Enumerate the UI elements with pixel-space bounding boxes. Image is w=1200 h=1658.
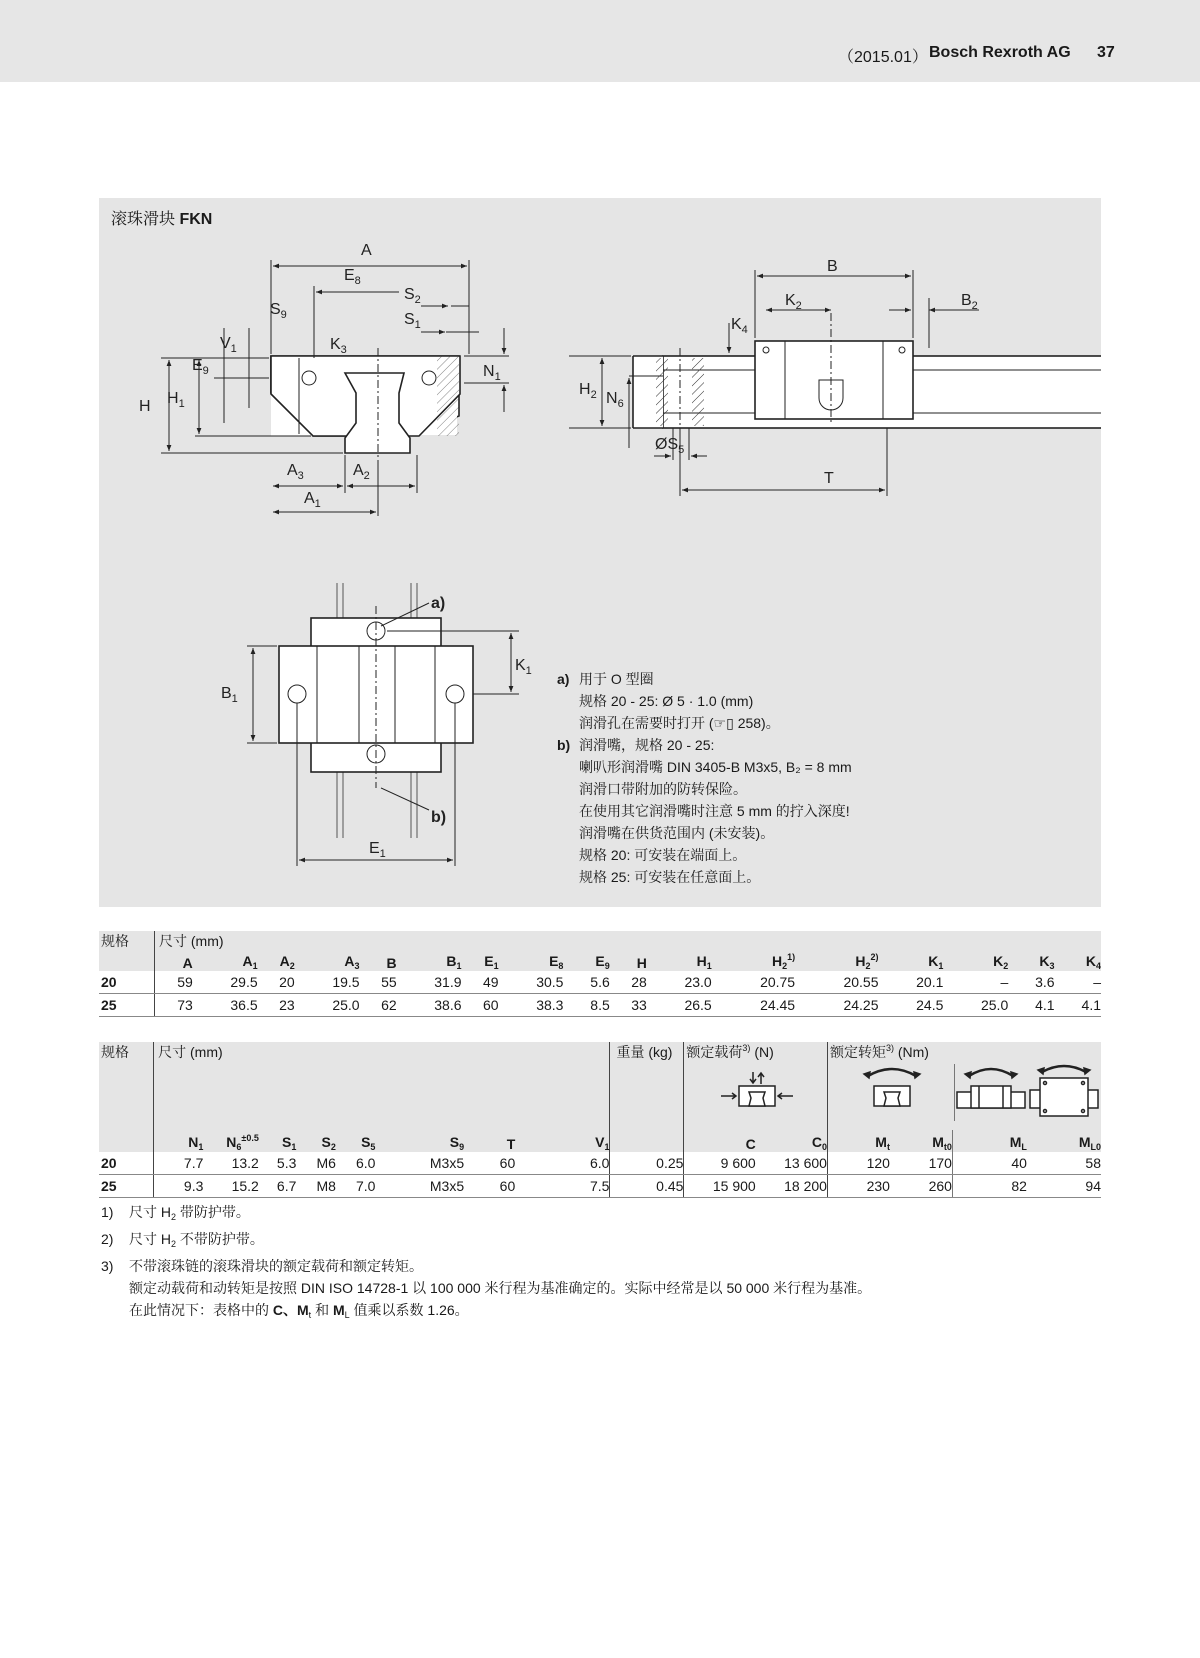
table-cell: 49 (462, 971, 499, 994)
load-direction-icon (686, 1070, 827, 1117)
table-cell: – (943, 971, 1008, 994)
table-cell: 4.1 (1008, 994, 1054, 1017)
svg-text:K2: $K_2$ (785, 292, 802, 312)
table-cell: 0.25 (610, 1152, 684, 1175)
table-cell: M6 (296, 1152, 336, 1175)
table-cell: 25.0 (295, 994, 360, 1017)
top-view (221, 583, 532, 866)
column-header: $S_9$ (375, 1130, 464, 1152)
table-cell: M8 (296, 1175, 336, 1198)
dimensions-table-1 (99, 931, 1101, 1017)
table-cell: 7.7 (154, 1152, 204, 1175)
table-cell: 15 900 (684, 1175, 756, 1198)
pitch-moment-icon (955, 1064, 1027, 1118)
table-cell: 24.25 (795, 994, 878, 1017)
table-cell: 19.5 (295, 971, 360, 994)
table-cell: 25.0 (943, 994, 1008, 1017)
table-cell: 36.5 (193, 994, 258, 1017)
column-header: $K_3$ (1008, 951, 1054, 971)
dimension-header: 尺寸 (mm) (154, 1042, 610, 1130)
svg-text:T: T (824, 470, 834, 487)
table-cell: 3.6 (1008, 971, 1054, 994)
table-cell: 20 (258, 971, 295, 994)
svg-text:N6: $N_6$ (606, 390, 624, 410)
table-row (99, 1175, 1101, 1198)
table-cell: M3x5 (375, 1152, 464, 1175)
column-header: $N_6^{\pm 0.5}$ (203, 1130, 258, 1152)
column-header: $N_1$ (154, 1130, 204, 1152)
size-header: 规格 (99, 931, 155, 971)
column-header: $H_1$ (647, 951, 712, 971)
footnotes: 1) 尺寸 $H_2$ 带防护带。 2) 尺寸 $H_2$ 不带防护带。 3) 不带滚珠链的滚珠滑块的额定载荷和额定转矩。 额定动载荷和动转矩是按照 DIN ISO 14728-1 以 100 000 米行程为基准确定的。实际中经常是以 50 000 米行程为基准。 在此情况下：表格中的 C、$M_t$ 和 $M_L$ 值乘以系数 1.26。 (101, 1201, 871, 1326)
table-cell: 20 (99, 1152, 154, 1175)
table-cell: 73 (155, 994, 193, 1017)
edition-date: （2015.01） (838, 49, 928, 66)
column-header: $E_1$ (462, 951, 499, 971)
svg-text:K1: $K_1$ (515, 657, 532, 677)
column-header: A (155, 951, 193, 971)
column-header: $M_{L0}$ (1027, 1130, 1101, 1152)
drawing-notes: a) 用于 O 型圈 规格 20 - 25: Ø 5 · 1.0 (mm) 润滑孔在需要时打开 (☞▯ 258)。 b) 润滑嘴，规格 20 - 25: 喇叭形润滑嘴 DIN 3405-B M3x5, B₂ = 8 mm 润滑口带附加的防转保险。 在使用其它润滑嘴时注意 5 mm 的拧入深度! 润滑嘴在供货范围内 (未安装)。 规格 20: 可安装在端面上。 规格 25: 可安装在任意面上。 (557, 671, 852, 885)
svg-text:S1: $S_1$ (404, 311, 421, 331)
front-view (139, 242, 509, 516)
table-row (99, 994, 1101, 1017)
column-header: B (360, 951, 397, 971)
column-header: $E_9$ (563, 951, 609, 971)
dimensions-table-2 (99, 1042, 1101, 1198)
table-cell: 40 (952, 1152, 1026, 1175)
table-cell: 25 (99, 994, 155, 1017)
table-cell: 33 (610, 994, 647, 1017)
svg-text:E8: $E_8$ (344, 267, 361, 287)
svg-text:B2: $B_2$ (961, 292, 978, 312)
table-cell: 38.6 (397, 994, 462, 1017)
svg-text:N1: $N_1$ (483, 363, 501, 383)
column-header: $A_3$ (295, 951, 360, 971)
column-header: $M_L$ (952, 1130, 1026, 1152)
svg-text:E9: $E_9$ (192, 357, 209, 377)
column-header: T (464, 1130, 515, 1152)
column-header: $A_2$ (258, 951, 295, 971)
svg-text:H2: $H_2$ (579, 381, 597, 401)
table-cell: 0.45 (610, 1175, 684, 1198)
table-cell: 29.5 (193, 971, 258, 994)
column-header: $S_2$ (296, 1130, 336, 1152)
svg-text:V1: $V_1$ (220, 335, 237, 355)
table-cell: 59 (155, 971, 193, 994)
column-header: $B_1$ (397, 951, 462, 971)
table-cell: 24.45 (712, 994, 795, 1017)
column-headers (99, 951, 1101, 971)
svg-text:a): a) (431, 595, 446, 612)
page-header (0, 0, 1200, 82)
column-header: $K_4$ (1055, 951, 1101, 971)
table-cell: 82 (952, 1175, 1026, 1198)
svg-text:b): b) (431, 809, 447, 826)
table-cell: 18 200 (756, 1175, 828, 1198)
table-cell: 6.0 (515, 1152, 610, 1175)
table-cell: 20.75 (712, 971, 795, 994)
table-cell: 9 600 (684, 1152, 756, 1175)
column-header: H (610, 951, 647, 971)
table-cell: 13.2 (203, 1152, 258, 1175)
table-cell: 4.1 (1055, 994, 1101, 1017)
svg-text:A1: $A_1$ (304, 490, 321, 510)
svg-text:S9: $S_9$ (270, 301, 287, 321)
table-cell: 8.5 (563, 994, 609, 1017)
footnote-1: 1) 尺寸 $H_2$ 带防护带。 (101, 1204, 250, 1222)
column-headers (99, 1130, 1101, 1152)
table-cell: 7.5 (515, 1175, 610, 1198)
table-cell: 23 (258, 994, 295, 1017)
load-rating-header: 额定载荷$^{3)}$ (N) (684, 1042, 828, 1130)
table-row (99, 971, 1101, 994)
table-cell: 120 (827, 1152, 889, 1175)
table-cell: 60 (464, 1175, 515, 1198)
torsion-moment-icon (830, 1064, 955, 1121)
svg-text:H1: $H_1$ (167, 390, 185, 410)
side-view (569, 258, 1101, 496)
svg-text:A2: $A_2$ (353, 462, 370, 482)
table-cell: 28 (610, 971, 647, 994)
dimension-header: 尺寸 (mm) (155, 931, 1102, 951)
column-header: $K_2$ (943, 951, 1008, 971)
table-cell: 260 (890, 1175, 952, 1198)
column-header: $A_1$ (193, 951, 258, 971)
svg-text:K4: $K_4$ (731, 316, 748, 336)
weight-header: 重量 (kg) (610, 1042, 684, 1130)
table-cell: 5.6 (563, 971, 609, 994)
column-header: $K_1$ (879, 951, 944, 971)
svg-text:ØS5: $ØS_5$ (655, 436, 685, 456)
table-cell: 20.1 (879, 971, 944, 994)
moment-rating-header: 额定转矩$^{3)}$ (Nm) (827, 1042, 1101, 1130)
table-cell: 6.7 (259, 1175, 297, 1198)
table-cell: 6.0 (336, 1152, 376, 1175)
column-header: $S_1$ (259, 1130, 297, 1152)
column-header: C (684, 1130, 756, 1152)
table-cell: 94 (1027, 1175, 1101, 1198)
svg-text:B1: $B_1$ (221, 685, 238, 705)
table-cell: – (1055, 971, 1101, 994)
figure-title: 滚珠滑块 FKN (111, 211, 213, 228)
table-cell: 60 (464, 1152, 515, 1175)
drawing-panel (99, 198, 1101, 907)
table-cell: 30.5 (499, 971, 564, 994)
company-name: Bosch Rexroth AG (929, 44, 1071, 61)
column-header: $C_0$ (756, 1130, 828, 1152)
table-cell: 25 (99, 1175, 154, 1198)
page-number: 37 (1097, 44, 1115, 61)
table-cell: 24.5 (879, 994, 944, 1017)
table-cell: 62 (360, 994, 397, 1017)
table-cell: 9.3 (154, 1175, 204, 1198)
table-cell: 31.9 (397, 971, 462, 994)
column-header: $V_1$ (515, 1130, 610, 1152)
table-cell: 170 (890, 1152, 952, 1175)
table-cell: M3x5 (375, 1175, 464, 1198)
yaw-moment-icon (1028, 1064, 1100, 1118)
table-cell: 23.0 (647, 971, 712, 994)
table-cell: 26.5 (647, 994, 712, 1017)
svg-text:A: A (361, 242, 372, 259)
table-cell: 38.3 (499, 994, 564, 1017)
footnote-3: 3) 不带滚珠链的滚珠滑块的额定载荷和额定转矩。 (101, 1258, 423, 1274)
size-header: 规格 (99, 1042, 154, 1152)
footnote-2: 2) 尺寸 $H_2$ 不带防护带。 (101, 1231, 264, 1249)
svg-text:K3: $K_3$ (330, 336, 347, 356)
table-cell: 7.0 (336, 1175, 376, 1198)
table-cell: 60 (462, 994, 499, 1017)
svg-text:E1: $E_1$ (369, 840, 386, 860)
column-header: $E_8$ (499, 951, 564, 971)
table-row (99, 1152, 1101, 1175)
column-header: $S_5$ (336, 1130, 376, 1152)
svg-text:H: H (139, 398, 151, 415)
table-cell: 58 (1027, 1152, 1101, 1175)
table-cell: 13 600 (756, 1152, 828, 1175)
table-cell: 5.3 (259, 1152, 297, 1175)
svg-text:S2: $S_2$ (404, 286, 421, 306)
table-cell: 55 (360, 971, 397, 994)
svg-text:B: B (827, 258, 838, 275)
table-cell: 15.2 (203, 1175, 258, 1198)
column-header: $M_t$ (827, 1130, 889, 1152)
column-header: $H_2^{2)}$ (795, 951, 878, 971)
column-header: $H_2^{1)}$ (712, 951, 795, 971)
table-cell: 230 (827, 1175, 889, 1198)
table-cell: 20.55 (795, 971, 878, 994)
table-cell: 20 (99, 971, 155, 994)
column-header: $M_{t0}$ (890, 1130, 952, 1152)
svg-text:A3: $A_3$ (287, 462, 304, 482)
